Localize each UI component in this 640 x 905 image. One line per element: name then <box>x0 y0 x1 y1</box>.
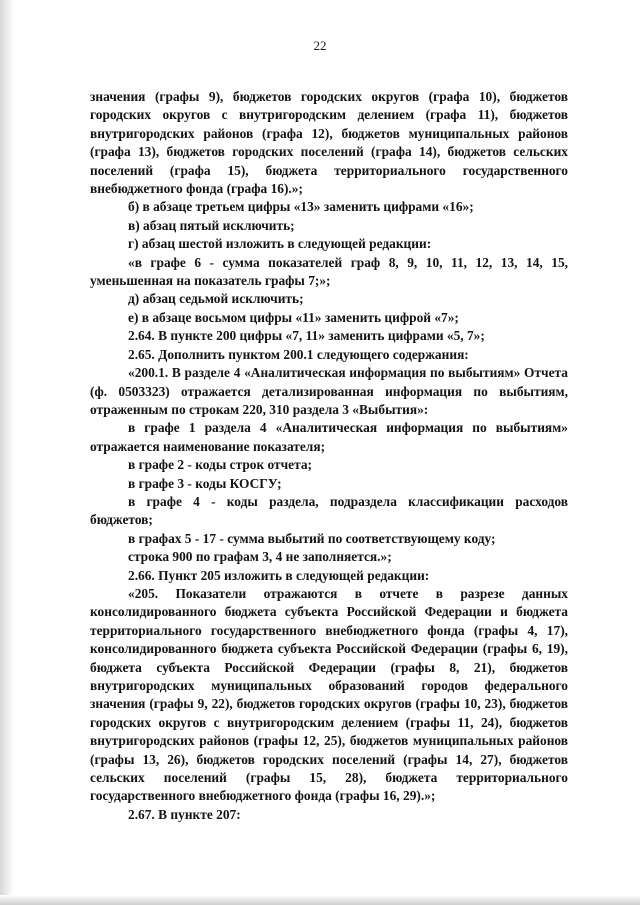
document-body <box>90 88 568 824</box>
paragraph: г) абзац шестой изложить в следующей редакции: <box>128 236 432 252</box>
paragraph: 2.66. Пункт 205 изложить в следующей редакции: <box>128 567 430 583</box>
paragraph: 2.65. Дополнить пунктом 200.1 следующего содержания: <box>128 346 469 362</box>
paragraph: д) абзац седьмой исключить; <box>128 291 304 307</box>
paragraph: в графе 3 - коды КОСГУ; <box>128 475 282 491</box>
scan-edge-bottom <box>0 895 640 905</box>
paragraph: «в графе 6 - сумма показателей граф 8, 9, 10, 11, 12, 13, 14, 15, уменьшенная на показатель графы 7;»; <box>90 254 568 289</box>
paragraph: значения (графы 9), бюджетов городских округов (графа 10), бюджетов городских округов с внутригородским делением (графа 11), бюджетов внутригородских районов (графа 12), бюджетов муниципальных районов (графа 13), бюджетов городских поселений (графа 14), бюджетов сельских поселений (графа 15), бюджета территориального государственного внебюджетного фонда (графа 16).»; <box>90 89 568 197</box>
paragraph: строка 900 по графам 3, 4 не заполняется.»; <box>128 549 392 565</box>
paragraph: 2.67. В пункте 207: <box>128 806 241 822</box>
paragraph: в графе 1 раздела 4 «Аналитическая информация по выбытиям» отражается наименование показателя; <box>90 420 568 454</box>
paragraph: е) в абзаце восьмом цифры «11» заменить цифрой «7»; <box>128 309 459 325</box>
paragraph: б) в абзаце третьем цифры «13» заменить цифрами «16»; <box>128 199 474 215</box>
paragraph: в графе 2 - коды строк отчета; <box>128 457 313 473</box>
paragraph: в графах 5 - 17 - сумма выбытий по соответствующему коду; <box>128 530 496 546</box>
paragraph: в графе 4 - коды раздела, подраздела классификации расходов бюджетов; <box>90 493 568 528</box>
paragraph: «205. Показатели отражаются в отчете в разрезе данных консолидированного бюджета субъекта Российской Федерации и бюджета территориального государственного внебюджетного фонда (графы 4, 17), консолидированного бюджета субъекта Российской Федерации (графы 6, 19), бюджета субъекта Российской Федерации (графы 8, 21), бюджетов внутригородских муниципальных образований городов федерального значения (графы 9, 22), бюджетов городских округов (графы 10, 23), бюджетов городских округов с внутригородским делением (графы 11, 24), бюджетов внутригородских районов (графы 12, 25), бюджетов муниципальных районов (графы 13, 26), бюджетов городских поселений (графы 14, 27), бюджетов сельских поселений (графы 15, 28), бюджета территориального государственного внебюджетного фонда (графы 16, 29).»; <box>90 585 568 804</box>
page-number: 22 <box>313 38 327 53</box>
paragraph: «200.1. В разделе 4 «Аналитическая информация по выбытиям» Отчета (ф. 0503323) отражается детализированная информация по выбытиям, отраженным по строкам 220, 310 раздела 3 «Выбытия»: <box>90 365 568 417</box>
scan-edge-left <box>0 0 14 905</box>
paragraph: в) абзац пятый исключить; <box>128 217 295 233</box>
paragraph: 2.64. В пункте 200 цифры «7, 11» заменить цифрами «5, 7»; <box>128 328 485 344</box>
